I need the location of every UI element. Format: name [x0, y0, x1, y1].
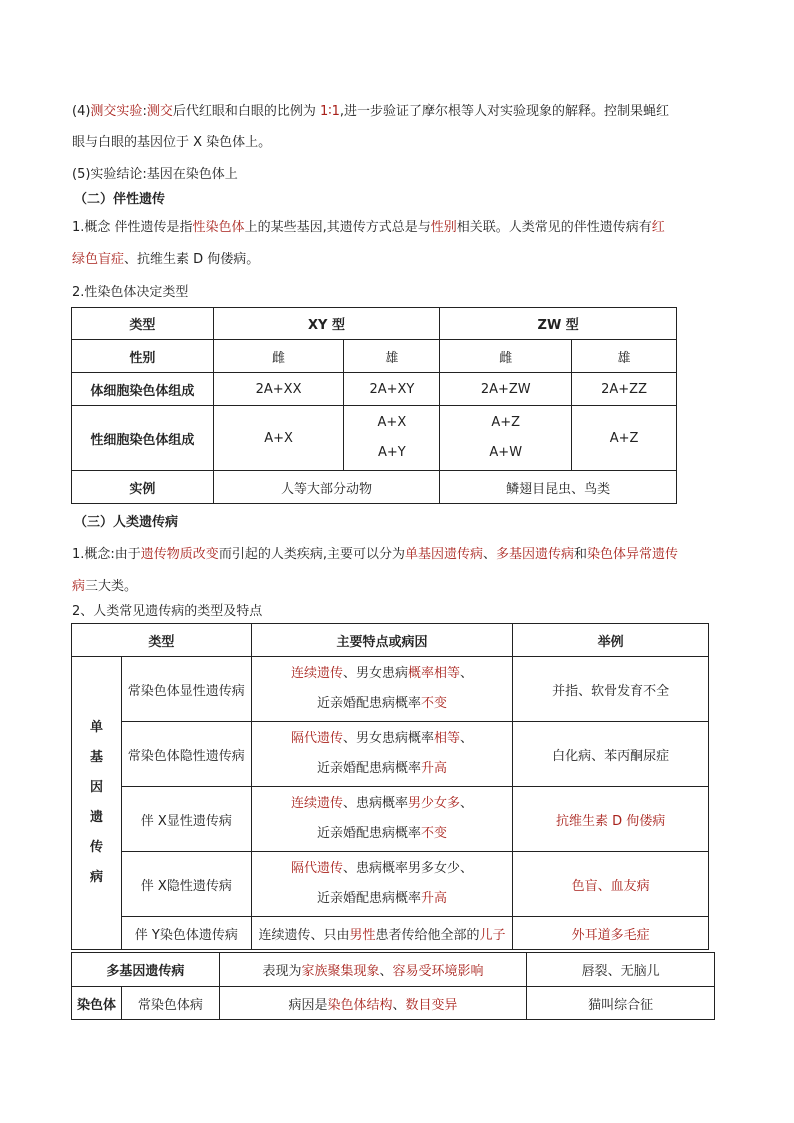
emph-text: 男性 [349, 927, 376, 943]
cell: 2A+ZZ [572, 373, 677, 406]
cell-line: A+W [489, 445, 523, 460]
text: 近亲婚配患病概率 [316, 891, 421, 906]
emph-text: 儿子 [479, 927, 506, 943]
header-zw: ZW 型 [440, 308, 677, 340]
text: 、男女患病概率 [342, 731, 434, 746]
text: ,进一步验证了摩尔根等人对实验现象的解释。控制果蝇红 [339, 104, 670, 119]
header-feature: 主要特点或病因 [251, 624, 513, 657]
text: 、 [460, 666, 474, 681]
header-type: 类型 [72, 308, 214, 340]
text: 、 [460, 796, 474, 811]
emph-text: 连续遗传 [290, 666, 343, 681]
feature-line [252, 724, 513, 754]
disease-type-xd: 伴 X显性遗传病 [121, 787, 251, 852]
text: 、 [392, 997, 406, 1013]
header-xy: XY 型 [213, 308, 440, 340]
header-example: 举例 [513, 624, 709, 657]
emph-text: 性别 [430, 220, 457, 235]
cell: 人等大部分动物 [213, 471, 440, 504]
emph-text: 家族聚集现象 [301, 964, 380, 979]
feature-chromosomal [219, 987, 526, 1020]
header-type: 类型 [72, 624, 252, 657]
text: 患者传给他全部的 [375, 927, 480, 943]
disease-type-y: 伴 Y染色体遗传病 [121, 917, 251, 950]
cell: 2A+XX [213, 373, 344, 406]
emph-text: 隔代遗传 [290, 731, 343, 746]
cell: 鳞翅目昆虫、鸟类 [440, 471, 677, 504]
text: 相关联。人类常见的伴性遗传病有 [456, 220, 652, 235]
cell [440, 406, 572, 471]
subheading-sex-chromosome-types: 2.性染色体决定类型 [72, 285, 189, 300]
feature-line [252, 754, 513, 784]
cell-line: A+Y [378, 445, 406, 460]
cell: 雄 [572, 340, 677, 373]
text: 、 [459, 861, 473, 876]
text: 、 [379, 964, 393, 979]
feature-line [252, 689, 513, 719]
example-chromosomal: 猫叫综合征 [527, 987, 715, 1020]
section-title-sex-linked: （二）伴性遗传 [74, 192, 166, 207]
text: : [142, 104, 147, 119]
cell [344, 406, 440, 471]
emph-text: 绿色盲症 [72, 252, 125, 267]
emph-text: 升高 [420, 891, 447, 906]
text: 表现为 [262, 964, 302, 979]
emph-text: 染色体异常遗传 [587, 547, 679, 562]
emph-text: 连续遗传 [290, 796, 343, 811]
polygenic-chromosomal-table [71, 952, 715, 1020]
group-char: 单 [89, 720, 103, 735]
row-label-example: 实例 [72, 471, 214, 504]
example-xd: 抗维生素 D 佝偻病 [513, 787, 709, 852]
example-ad: 并指、软骨发育不全 [513, 657, 709, 722]
cell: A+X [213, 406, 344, 471]
feature-line [252, 659, 513, 689]
example-ar: 白化病、苯丙酮尿症 [513, 722, 709, 787]
text: 后代红眼和白眼的比例为 [172, 104, 320, 119]
disease-type-ad: 常染色体显性遗传病 [121, 657, 251, 722]
text: 上的某些基因,其遗传方式总是与 [244, 220, 431, 235]
group-char: 病 [89, 870, 103, 885]
paragraph-concept-sex-linked [72, 219, 665, 237]
single-gene-disease-table [71, 623, 709, 950]
example-y: 外耳道多毛症 [513, 917, 709, 950]
text: 1.概念 伴性遗传是指 [72, 220, 193, 235]
emph-text: 病 [72, 579, 86, 594]
cell: A+Z [572, 406, 677, 471]
subheading-disease-types: 2、人类常见遗传病的类型及特点 [72, 604, 263, 619]
feature-line [252, 819, 513, 849]
emph-text: 染色体结构 [327, 997, 393, 1013]
cell: 2A+XY [344, 373, 440, 406]
emph-text: 概率相等 [407, 666, 460, 681]
text: 、 [460, 731, 474, 746]
emph-text: 红 [651, 220, 665, 235]
feature-line [252, 789, 513, 819]
text: 、患病概率男多女少 [342, 861, 460, 876]
disease-type-xr: 伴 X隐性遗传病 [121, 852, 251, 917]
group-char: 遗 [89, 810, 103, 825]
text: (4) [72, 104, 91, 119]
emph-text: 不变 [420, 696, 447, 711]
group-char: 因 [89, 780, 103, 795]
feature-xr [251, 852, 513, 917]
cell: 雌 [213, 340, 344, 373]
feature-ar [251, 722, 513, 787]
emph-text: 容易受环境影响 [392, 964, 484, 979]
row-label-sex: 性别 [72, 340, 214, 373]
text: 三大类。 [85, 579, 138, 594]
row-label-germ: 性细胞染色体组成 [72, 406, 214, 471]
example-xr: 色盲、血友病 [513, 852, 709, 917]
text: 、 [482, 547, 496, 562]
emph-text: 性染色体 [192, 220, 245, 235]
cell: 雄 [344, 340, 440, 373]
group-label-single-gene [72, 657, 122, 950]
disease-type-autosomal: 常染色体病 [121, 987, 219, 1020]
text: 近亲婚配患病概率 [316, 761, 421, 776]
text: 近亲婚配患病概率 [316, 696, 421, 711]
feature-polygenic [219, 953, 526, 987]
feature-ad [251, 657, 513, 722]
cell-line: A+X [377, 415, 407, 430]
text: 连续遗传、只由 [258, 927, 350, 943]
text: 病因是 [288, 997, 328, 1013]
group-char: 基 [89, 750, 103, 765]
section-title-human-genetic: （三）人类遗传病 [74, 515, 179, 530]
group-label-chromosomal: 染色体 [72, 987, 122, 1020]
paragraph-conclusion: (5)实验结论:基因在染色体上 [72, 167, 238, 182]
feature-line [252, 884, 513, 914]
emph-text: 测交 [146, 104, 173, 119]
emph-text: 1∶1 [319, 104, 340, 119]
emph-text: 升高 [420, 761, 447, 776]
paragraph-concept-genetic-disease-cont [72, 578, 137, 596]
text: 、男女患病 [342, 666, 408, 681]
emph-text: 单基因遗传病 [404, 547, 483, 562]
sex-determination-table [71, 307, 677, 504]
example-polygenic: 唇裂、无脑儿 [527, 953, 715, 987]
feature-line [252, 854, 513, 884]
disease-type-ar: 常染色体隐性遗传病 [121, 722, 251, 787]
emph-text: 遗传物质改变 [140, 547, 219, 562]
emph-text: 相等 [433, 731, 460, 746]
row-label-somatic: 体细胞染色体组成 [72, 373, 214, 406]
paragraph-concept-genetic-disease [72, 546, 678, 564]
cell-line: A+Z [491, 415, 521, 430]
text: 、患病概率 [342, 796, 408, 811]
paragraph-concept-sex-linked-cont [72, 251, 259, 269]
emph-text: 测交实验 [90, 104, 143, 119]
paragraph-test-cross [72, 103, 669, 121]
text: 而引起的人类疾病,主要可以分为 [218, 547, 405, 562]
emph-text: 多基因遗传病 [495, 547, 574, 562]
emph-text: 男少女多 [407, 796, 460, 811]
cell: 2A+ZW [440, 373, 572, 406]
paragraph-test-cross-cont: 眼与白眼的基因位于 X 染色体上。 [72, 135, 272, 150]
feature-y [251, 917, 513, 950]
text: 近亲婚配患病概率 [316, 826, 421, 841]
disease-type-polygenic: 多基因遗传病 [72, 953, 220, 987]
text: 1.概念:由于 [72, 547, 141, 562]
text: 、抗维生素 D 佝偻病。 [124, 252, 260, 267]
text: 和 [574, 547, 588, 562]
feature-xd [251, 787, 513, 852]
emph-text: 隔代遗传 [290, 861, 343, 876]
emph-text: 数目变异 [405, 997, 458, 1013]
emph-text: 不变 [420, 826, 447, 841]
group-char: 传 [89, 840, 103, 855]
cell: 雌 [440, 340, 572, 373]
